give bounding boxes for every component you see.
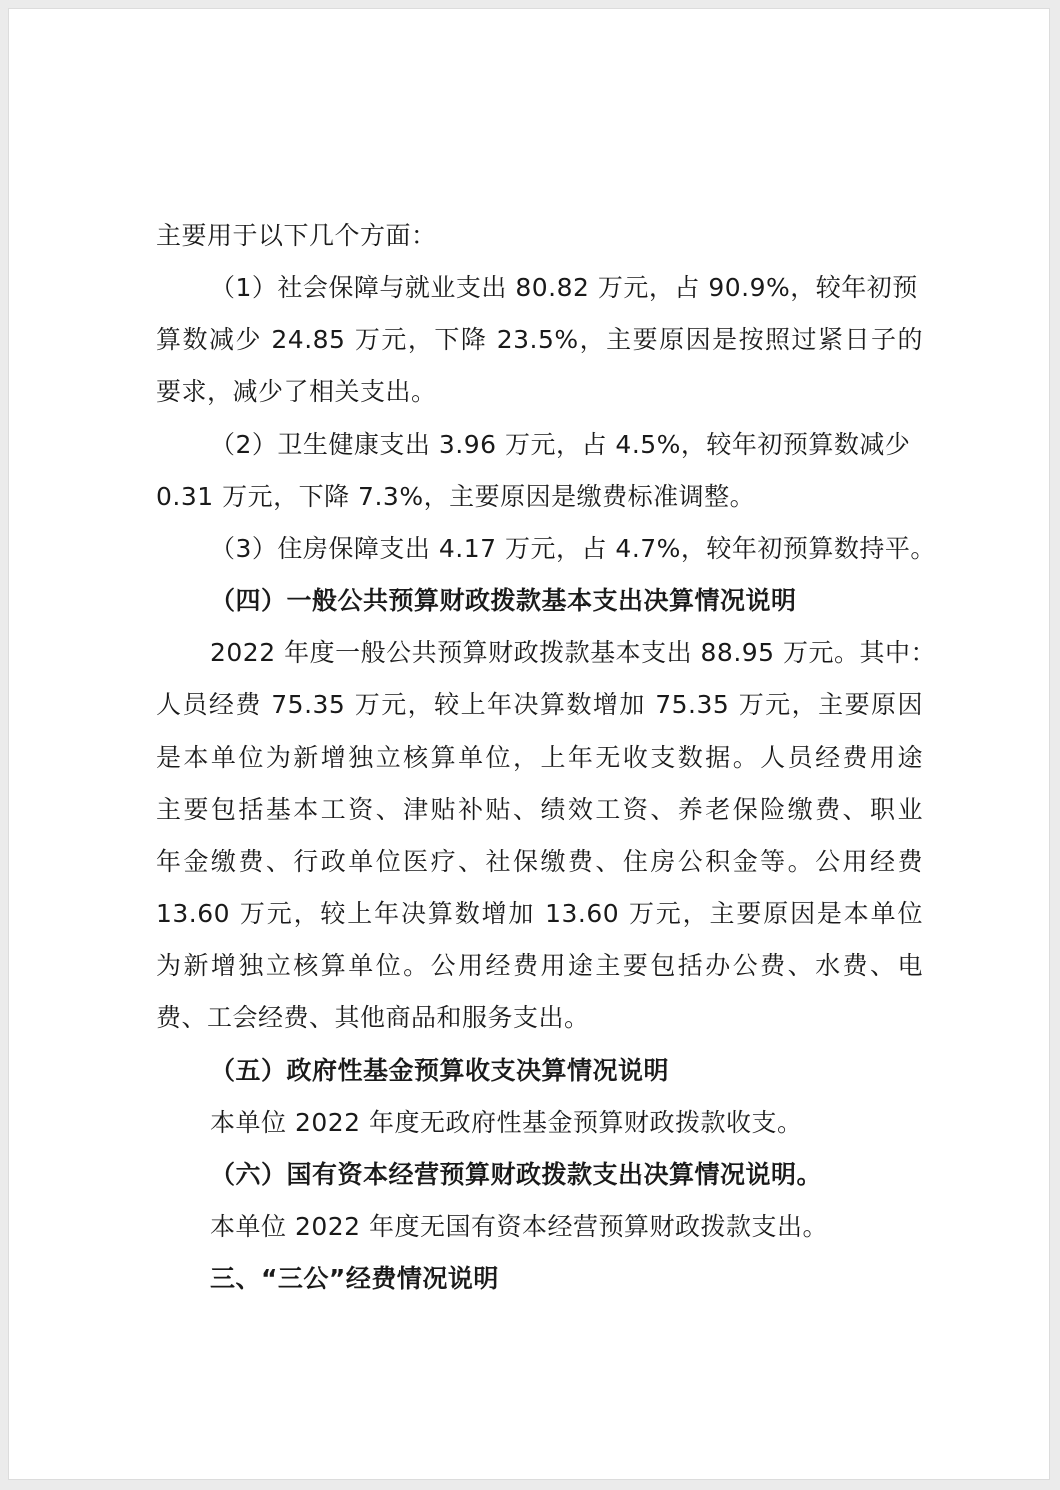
paragraph-line: 为新增独立核算单位。公用经费用途主要包括办公费、水费、电 — [156, 951, 923, 980]
paragraph-line: 费、工会经费、其他商品和服务支出。 — [156, 1003, 590, 1032]
section-heading: （五）政府性基金预算收支决算情况说明 — [210, 1056, 670, 1085]
section-heading: （六）国有资本经营预算财政拨款支出决算情况说明。 — [210, 1160, 823, 1189]
paragraph-line: 主要用于以下几个方面： — [156, 221, 437, 250]
paragraph-line: 是本单位为新增独立核算单位，上年无收支数据。人员经费用途 — [156, 743, 923, 772]
section-heading: （四）一般公共预算财政拨款基本支出决算情况说明 — [210, 586, 797, 615]
paragraph-line: 要求，减少了相关支出。 — [156, 377, 437, 406]
paragraph-line: 本单位 2022 年度无国有资本经营预算财政拨款支出。 — [210, 1212, 829, 1241]
paragraph-line: （2）卫生健康支出 3.96 万元，占 4.5%，较年初预算数减少 — [210, 430, 911, 459]
paragraph-line: 人员经费 75.35 万元，较上年决算数增加 75.35 万元，主要原因 — [156, 690, 923, 719]
paragraph-line: 算数减少 24.85 万元，下降 23.5%，主要原因是按照过紧日子的 — [156, 325, 923, 354]
paragraph-line: 13.60 万元，较上年决算数增加 13.60 万元，主要原因是本单位 — [156, 899, 923, 928]
chapter-heading: 三、“三公”经费情况说明 — [210, 1264, 499, 1293]
paragraph-line: 本单位 2022 年度无政府性基金预算财政拨款收支。 — [210, 1108, 803, 1137]
paragraph-line: （1）社会保障与就业支出 80.82 万元，占 90.9%，较年初预 — [210, 273, 918, 302]
document-page — [9, 9, 1049, 1479]
paragraph-line: 主要包括基本工资、津贴补贴、绩效工资、养老保险缴费、职业 — [156, 795, 923, 824]
paragraph-line: 0.31 万元，下降 7.3%，主要原因是缴费标准调整。 — [156, 482, 756, 511]
paragraph-line: 2022 年度一般公共预算财政拨款基本支出 88.95 万元。其中： — [210, 638, 937, 667]
paragraph-line: 年金缴费、行政单位医疗、社保缴费、住房公积金等。公用经费 — [156, 847, 923, 876]
paragraph-line: （3）住房保障支出 4.17 万元，占 4.7%，较年初预算数持平。 — [210, 534, 936, 563]
